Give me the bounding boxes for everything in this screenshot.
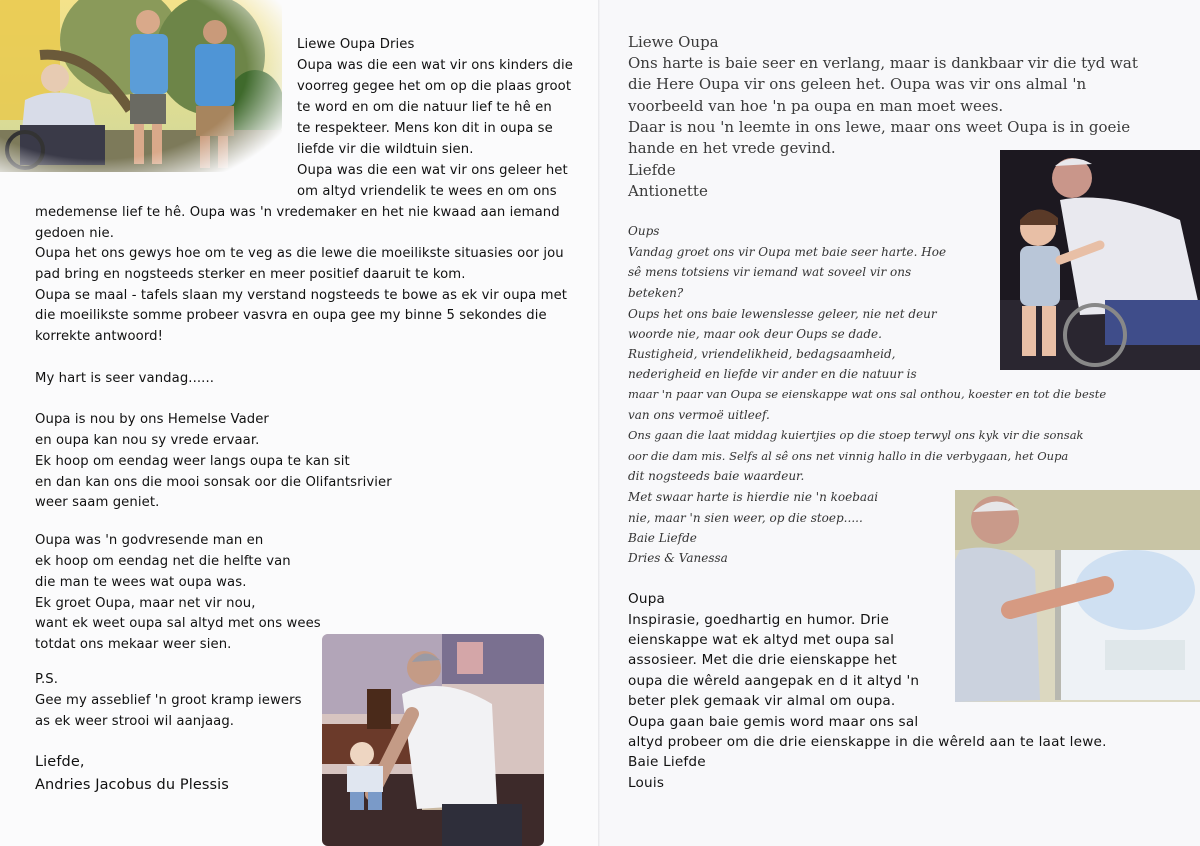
letter-line: korrekte antwoord! <box>35 329 163 344</box>
poem-line: want ek weet oupa sal altyd met ons wees <box>35 616 321 631</box>
letter2-signature: Dries & Vanessa <box>628 551 728 565</box>
letter3-line: altyd probeer om die drie eienskappe in die wêreld aan te laat lewe. <box>628 734 1107 750</box>
letter1-line: die Here Oupa vir ons geleen het. Oupa was vir ons almal 'n <box>628 75 1087 93</box>
letter2-closing: Baie Liefde <box>628 531 697 545</box>
letter-line: Oupa se maal - tafels slaan my verstand nogsteeds te bowe as ek vir oupa met <box>35 288 568 303</box>
letter1-signature: Antionette <box>628 182 708 200</box>
ps-label: P.S. <box>35 672 59 687</box>
poem-line: en dan kan ons die mooi sonsak oor die Olifantsrivier <box>35 475 392 490</box>
poem-line: ek hoop om eendag net die helfte van <box>35 554 291 569</box>
grandfather-crib-photo <box>955 490 1200 702</box>
letter-line: te respekteer. Mens kon dit in oupa se <box>297 121 553 136</box>
letter-line: medemense lief te hê. Oupa was 'n vredemaker en het nie kwaad aan iemand <box>35 205 560 220</box>
letter3-line: Oupa gaan baie gemis word maar ons sal <box>628 714 919 730</box>
right-page <box>600 0 1200 846</box>
letter2-line: oor die dam mis. Selfs al sê ons net vinnig hallo in die verbygaan, het Oupa <box>628 449 1069 463</box>
letter2-line: van ons vermoë uitleef. <box>628 408 770 422</box>
letter2-greeting: Oups <box>628 224 660 238</box>
letter3-line: assosieer. Met die drie eienskappe het <box>628 652 897 668</box>
letter-line: Oupa was die een wat vir ons kinders die <box>297 58 574 73</box>
poem-line: Oupa is nou by ons Hemelse Vader <box>35 412 269 427</box>
letter2-line: nederigheid en liefde vir ander en die natuur is <box>628 367 917 381</box>
ps-line: Gee my asseblief 'n groot kramp iewers <box>35 693 302 708</box>
poem-line: totdat ons mekaar weer sien. <box>35 637 232 652</box>
letter1-greeting: Liewe Oupa <box>628 33 719 51</box>
letter-line: pad bring en nogsteeds sterker en meer positief daaruit te kom. <box>35 267 466 282</box>
letter3-closing: Baie Liefde <box>628 754 706 770</box>
letter1-line: Daar is nou 'n leemte in ons lewe, maar ons weet Oupa is in goeie <box>628 118 1131 136</box>
letter2-line: Rustigheid, vriendelikheid, bedagsaamheid, <box>628 347 896 361</box>
family-garden-photo <box>0 0 282 172</box>
letter-line: gedoen nie. <box>35 226 115 241</box>
signature: Andries Jacobus du Plessis <box>35 777 229 793</box>
letter3-line: Inspirasie, goedhartig en humor. Drie <box>628 612 890 628</box>
letter2-line: dit nogsteeds baie waardeur. <box>628 469 805 483</box>
letter-line: voorreg gegee het om op die plaas groot <box>297 79 572 94</box>
letter2-line: woorde nie, maar ook deur Oups se dade. <box>628 327 882 341</box>
letter2-line: beteken? <box>628 286 684 300</box>
letter3-line: beter plek gemaak vir almal om oupa. <box>628 693 896 709</box>
letter3-greeting: Oupa <box>628 591 666 607</box>
poem-line: Ek hoop om eendag weer langs oupa te kan sit <box>35 454 350 469</box>
letter3-line: oupa die wêreld aangepak en d it altyd 'n <box>628 673 920 689</box>
letter-line: Oupa was die een wat vir ons geleer het <box>297 163 568 178</box>
ps-line: as ek weer strooi wil aanjaag. <box>35 714 235 729</box>
letter2-line: sê mens totsiens vir iemand wat soveel vir ons <box>628 265 912 279</box>
letter-line: liefde vir die wildtuin sien. <box>297 142 474 157</box>
letter2-line: Vandag groet ons vir Oupa met baie seer harte. Hoe <box>628 245 947 259</box>
heart-line: My hart is seer vandag...... <box>35 371 215 386</box>
letter-greeting: Liewe Oupa Dries <box>297 37 415 52</box>
letter1-line: hande en het vrede gevind. <box>628 139 836 157</box>
letter1-line: voorbeeld van hoe 'n pa oupa en man moet wees. <box>628 97 1004 115</box>
letter2-line: Ons gaan die laat middag kuiertjies op die stoep terwyl ons kyk vir die sonsak <box>628 428 1084 442</box>
letter2-line: maar 'n paar van Oupa se eienskappe wat ons sal onthou, koester en tot die beste <box>628 387 1107 401</box>
poem-line: die man te wees wat oupa was. <box>35 575 247 590</box>
letter2-line: nie, maar 'n sien weer, op die stoep..... <box>628 511 863 525</box>
letter1-line: Ons harte is baie seer en verlang, maar is dankbaar vir die tyd wat <box>628 54 1138 72</box>
letter-line: te word en om die natuur lief te hê en <box>297 100 552 115</box>
letter3-line: eienskappe wat ek altyd met oupa sal <box>628 632 895 648</box>
letter-line: die moeilikste somme probeer vasvra en oupa gee my binne 5 sekondes die <box>35 308 547 323</box>
letter-line: Oupa het ons gewys hoe om te veg as die lewe die moeilikste situasies oor jou <box>35 246 564 261</box>
letter2-line: Oups het ons baie lewenslesse geleer, nie net deur <box>628 307 937 321</box>
poem-line: Ek groet Oupa, maar net vir nou, <box>35 596 256 611</box>
grandfather-child-photo <box>322 634 544 846</box>
poem-line: en oupa kan nou sy vrede ervaar. <box>35 433 260 448</box>
letter1-closing: Liefde <box>628 161 676 179</box>
letter-line: om altyd vriendelik te wees en om ons <box>297 184 557 199</box>
letter3-signature: Louis <box>628 775 665 791</box>
closing: Liefde, <box>35 754 85 770</box>
poem-line: weer saam geniet. <box>35 495 160 510</box>
poem-line: Oupa was 'n godvresende man en <box>35 533 264 548</box>
letter2-line: Met swaar harte is hierdie nie 'n koebaai <box>628 490 879 504</box>
grandfather-granddaughter-photo <box>1000 150 1200 370</box>
